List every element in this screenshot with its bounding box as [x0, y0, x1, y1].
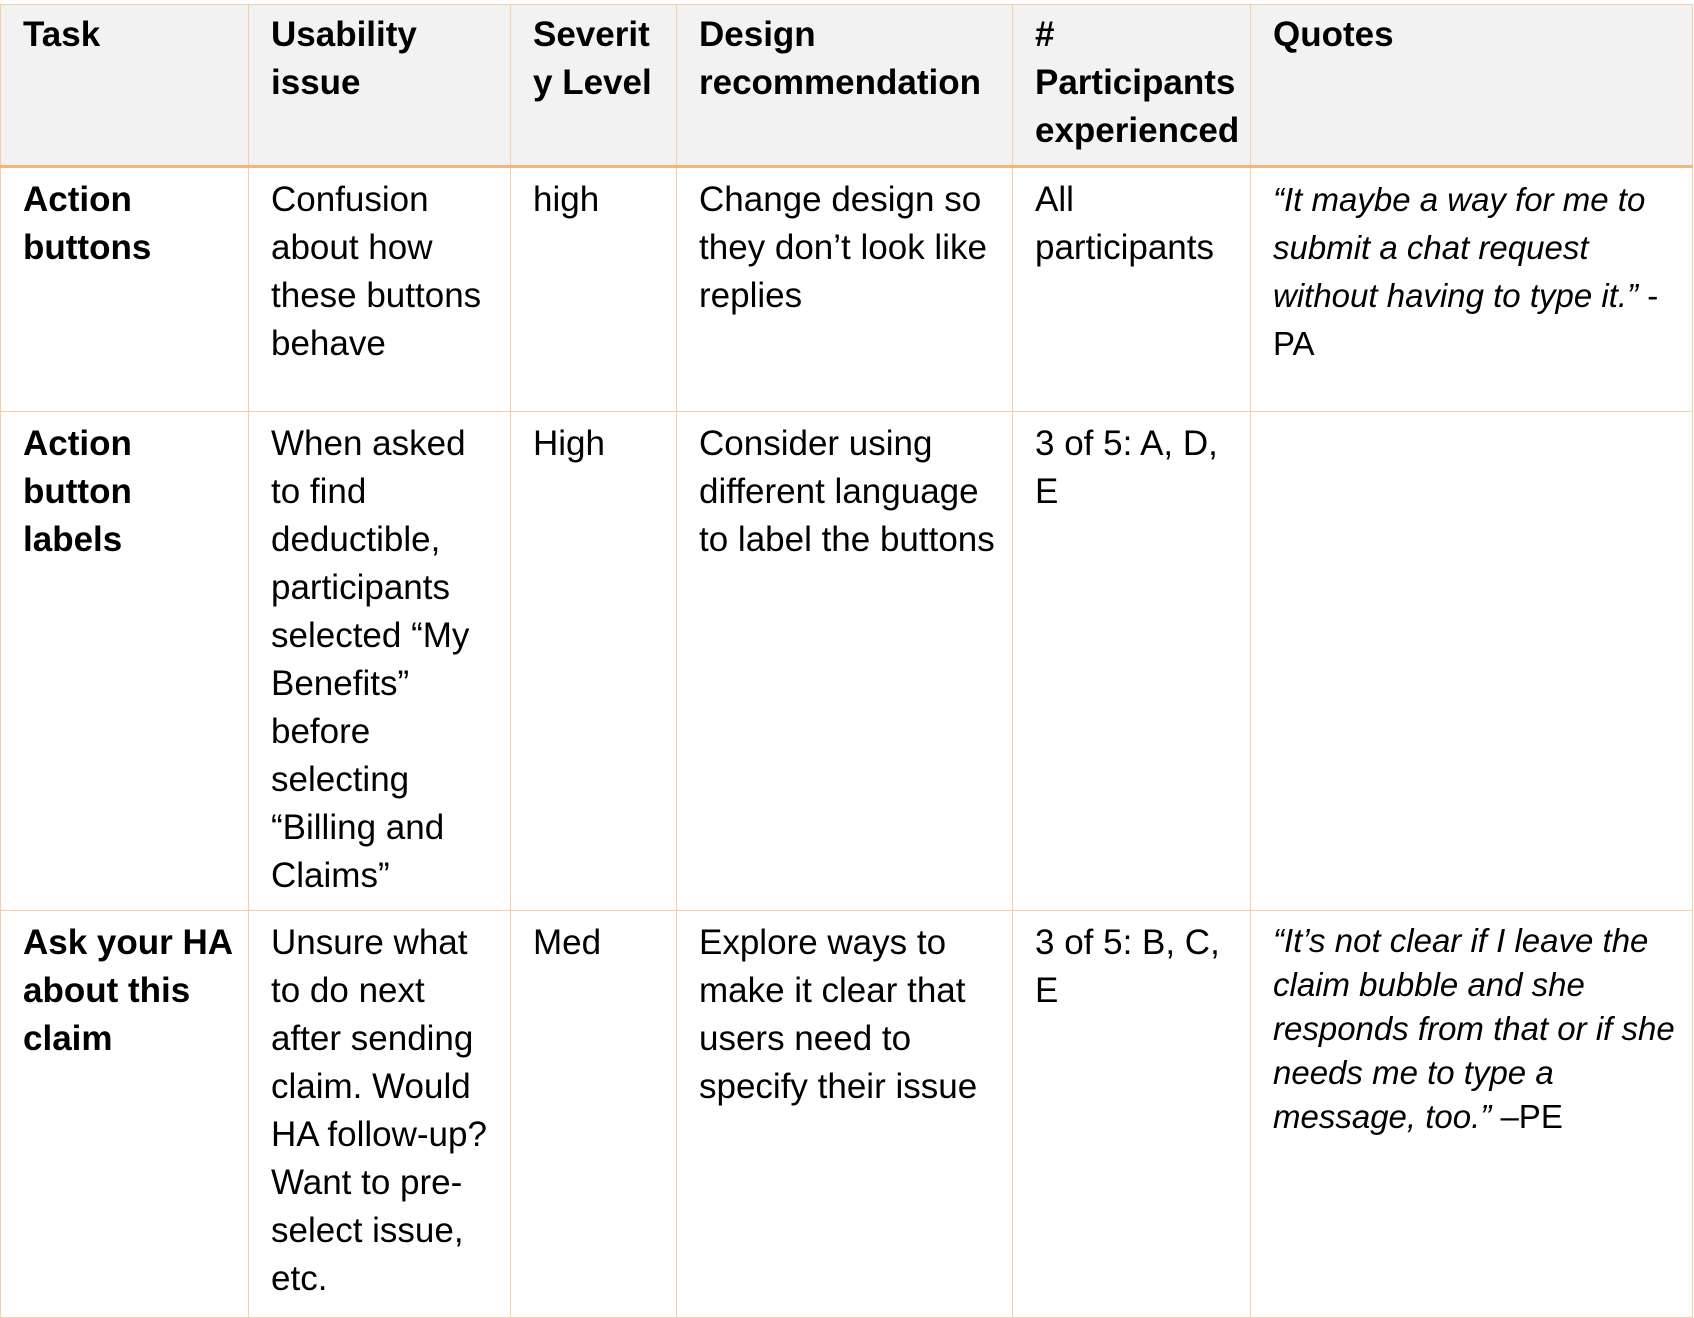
severity-cell: High [511, 412, 677, 911]
recommendation-cell: Explore ways to make it clear that users need to specify their issue [677, 911, 1013, 1318]
quote-cell [1251, 412, 1693, 911]
header-participants-experienced: # Participants experienced [1013, 5, 1251, 167]
quote-cell [1251, 911, 1693, 1318]
recommendation-cell: Change design so they don’t look like replies [677, 167, 1013, 412]
quote-attribution: -PA [1273, 277, 1659, 362]
header-usability-issue: Usability issue [249, 5, 511, 167]
header-design-recommendation: Design recommendation [677, 5, 1013, 167]
quote-text: “It maybe a way for me to submit a chat request without having to type it.” [1273, 181, 1646, 314]
quote-attribution: –PE [1491, 1098, 1563, 1135]
table-row [1, 911, 1693, 1318]
quote-text: “It’s not clear if I leave the claim bubble and she responds from that or if she needs me to type a message, too.” [1273, 922, 1675, 1135]
issue-cell: Confusion about how these buttons behave [249, 167, 511, 412]
participants-cell: 3 of 5: B, C, E [1013, 911, 1251, 1318]
table-header-row [1, 5, 1693, 167]
issue-cell: When asked to find deductible, participants selected “My Benefits” before selecting “Billing and Claims” [249, 412, 511, 911]
task-cell: Ask your HA about this claim [1, 911, 249, 1318]
issue-cell: Unsure what to do next after sending claim. Would HA follow-up? Want to pre-select issue, etc. [249, 911, 511, 1318]
recommendation-cell: Consider using different language to label the buttons [677, 412, 1013, 911]
usability-findings-table [0, 4, 1693, 1318]
participants-cell: All participants [1013, 167, 1251, 412]
severity-cell: high [511, 167, 677, 412]
header-severity-level: Severity Level [511, 5, 677, 167]
table-row [1, 167, 1693, 412]
header-task: Task [1, 5, 249, 167]
task-cell: Action button labels [1, 412, 249, 911]
table-row [1, 412, 1693, 911]
quote-cell [1251, 167, 1693, 412]
severity-cell: Med [511, 911, 677, 1318]
task-cell: Action buttons [1, 167, 249, 412]
participants-cell: 3 of 5: A, D, E [1013, 412, 1251, 911]
header-quotes: Quotes [1251, 5, 1693, 167]
